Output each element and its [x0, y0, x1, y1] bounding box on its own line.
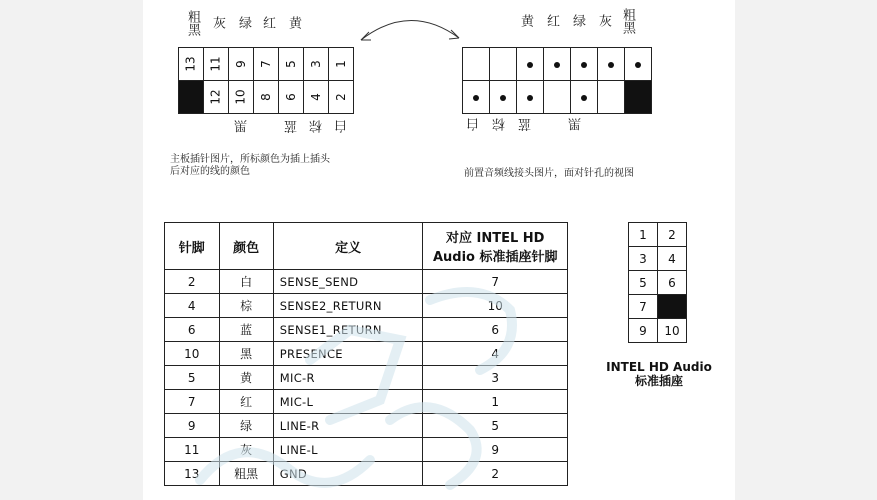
- cell-color: 蓝: [219, 318, 273, 342]
- table-row: [165, 270, 568, 294]
- cell-intel-pin: 10: [423, 294, 568, 318]
- pin-number: 12: [209, 89, 223, 105]
- pin-mapping-table: [164, 222, 568, 486]
- left-top-label: 黄: [286, 16, 301, 29]
- right-caption: 前置音频线接头图片，面对针孔的视图: [464, 168, 634, 179]
- header-intel-pin: 对应 INTEL HD Audio 标准插座针脚: [423, 223, 568, 270]
- table-row: [165, 390, 568, 414]
- cell-definition: MIC-L: [273, 390, 423, 414]
- pin-number: 10: [234, 89, 248, 105]
- cell-color: 绿: [219, 414, 273, 438]
- hole-pin: [598, 48, 625, 81]
- pin-cell: [279, 48, 304, 81]
- right-bottom-label: 黑: [569, 118, 584, 131]
- table-row: [165, 366, 568, 390]
- right-bottom-label: 白: [467, 118, 482, 131]
- pin-dot-icon: [581, 62, 587, 68]
- hole-empty: [598, 81, 625, 114]
- pin-cell: [254, 81, 279, 114]
- table-row: [165, 414, 568, 438]
- pin-cell: [229, 81, 254, 114]
- pin-number: 8: [258, 93, 273, 101]
- hole-empty: [463, 48, 490, 81]
- hole-empty: [544, 81, 571, 114]
- right-top-label: 灰: [596, 14, 611, 27]
- hole-row-bottom: [463, 81, 652, 114]
- pin-number: 5: [283, 60, 298, 68]
- pin-cell: [304, 81, 329, 114]
- socket-row: [629, 271, 687, 295]
- cell-pin: 11: [165, 438, 220, 462]
- cell-definition: SENSE1_RETURN: [273, 318, 423, 342]
- hole-pin: [571, 48, 598, 81]
- cell-pin: 4: [165, 294, 220, 318]
- socket-pin: 10: [658, 319, 687, 343]
- pin-dot-icon: [500, 95, 506, 101]
- pin-cell: [229, 48, 254, 81]
- left-bottom-label: 黑: [235, 120, 250, 133]
- pin-dot-icon: [527, 62, 533, 68]
- pin-dot-icon: [473, 95, 479, 101]
- hole-empty: [490, 48, 517, 81]
- right-top-label: 粗黑: [620, 8, 635, 34]
- intel-socket-caption-line2: 标准插座: [634, 374, 683, 388]
- left-top-label: 灰: [210, 16, 225, 29]
- table-header-row: [165, 223, 568, 270]
- cell-intel-pin: 6: [423, 318, 568, 342]
- cell-definition: LINE-R: [273, 414, 423, 438]
- table-row: [165, 342, 568, 366]
- header-pin: 针脚: [165, 223, 220, 270]
- pin-cell: [329, 48, 354, 81]
- cell-pin: 9: [165, 414, 220, 438]
- intel-socket-caption-line1: INTEL HD Audio: [606, 360, 712, 374]
- right-top-label: 红: [544, 14, 559, 27]
- socket-pin: 3: [629, 247, 658, 271]
- table-row: [165, 438, 568, 462]
- pin-dot-icon: [635, 62, 641, 68]
- socket-pin: 7: [629, 295, 658, 319]
- cell-definition: GND: [273, 462, 423, 486]
- socket-pin: 9: [629, 319, 658, 343]
- motherboard-pin-header: [178, 47, 354, 114]
- intel-hd-audio-socket: [628, 222, 687, 343]
- socket-row: [629, 295, 687, 319]
- left-top-label: 绿: [236, 16, 251, 29]
- front-audio-connector: [462, 47, 652, 114]
- hole-pin: [463, 81, 490, 114]
- cell-definition: PRESENCE: [273, 342, 423, 366]
- cell-intel-pin: 9: [423, 438, 568, 462]
- hole-pin: [571, 81, 598, 114]
- left-caption-line1: 主板插针图片，所标颜色为插上插头: [170, 154, 330, 165]
- pin-dot-icon: [527, 95, 533, 101]
- cell-color: 棕: [219, 294, 273, 318]
- table-row: [165, 462, 568, 486]
- cell-color: 黑: [219, 342, 273, 366]
- cell-color: 黄: [219, 366, 273, 390]
- pin-number: 6: [283, 93, 298, 101]
- cell-intel-pin: 7: [423, 270, 568, 294]
- socket-pin: 2: [658, 223, 687, 247]
- pin-dot-icon: [581, 95, 587, 101]
- hole-blocked: [625, 81, 652, 114]
- cell-definition: LINE-L: [273, 438, 423, 462]
- socket-pin: 4: [658, 247, 687, 271]
- right-bottom-label: 棕: [493, 118, 508, 131]
- pin-number: 3: [308, 60, 323, 68]
- left-caption: [170, 154, 330, 178]
- cell-color: 白: [219, 270, 273, 294]
- pin-cell: [279, 81, 304, 114]
- pin-number: 7: [258, 60, 273, 68]
- table-row: [165, 294, 568, 318]
- pin-cell: [254, 48, 279, 81]
- socket-row: [629, 247, 687, 271]
- right-top-label: 绿: [570, 14, 585, 27]
- double-arrow-icon: [355, 10, 465, 50]
- cell-definition: SENSE2_RETURN: [273, 294, 423, 318]
- header-definition: 定义: [273, 223, 423, 270]
- pin-cell: [304, 48, 329, 81]
- pin-number: 9: [233, 60, 248, 68]
- cell-color: 红: [219, 390, 273, 414]
- pin-cell: [329, 81, 354, 114]
- cell-intel-pin: 2: [423, 462, 568, 486]
- pin-number: 11: [209, 56, 223, 72]
- hole-pin: [625, 48, 652, 81]
- cell-color: 粗黑: [219, 462, 273, 486]
- pin-number: 1: [333, 60, 348, 68]
- pin-number: 2: [333, 93, 348, 101]
- hole-pin: [517, 81, 544, 114]
- cell-definition: MIC-R: [273, 366, 423, 390]
- cell-pin: 6: [165, 318, 220, 342]
- cell-intel-pin: 5: [423, 414, 568, 438]
- right-top-label: 黄: [518, 14, 533, 27]
- pin-cell: [179, 48, 204, 81]
- socket-row: [629, 319, 687, 343]
- pin-cell: [204, 48, 229, 81]
- hole-pin: [490, 81, 517, 114]
- table-row: [165, 318, 568, 342]
- hole-row-top: [463, 48, 652, 81]
- cell-pin: 13: [165, 462, 220, 486]
- left-bottom-label: 棕: [310, 120, 325, 133]
- cell-intel-pin: 4: [423, 342, 568, 366]
- cell-pin: 2: [165, 270, 220, 294]
- pin-cell-blocked: [179, 81, 204, 114]
- intel-socket-caption: [604, 360, 714, 388]
- left-top-label: 粗黑: [185, 10, 200, 36]
- pin-cell: [204, 81, 229, 114]
- cell-definition: SENSE_SEND: [273, 270, 423, 294]
- cell-intel-pin: 1: [423, 390, 568, 414]
- socket-pin: 1: [629, 223, 658, 247]
- socket-pin: 5: [629, 271, 658, 295]
- pin-row-bottom: [179, 81, 354, 114]
- socket-pin: 6: [658, 271, 687, 295]
- hole-pin: [517, 48, 544, 81]
- pin-number: 13: [184, 56, 198, 72]
- header-color: 颜色: [219, 223, 273, 270]
- left-caption-line2: 后对应的线的颜色: [170, 166, 250, 177]
- cell-color: 灰: [219, 438, 273, 462]
- socket-row: [629, 223, 687, 247]
- cell-pin: 10: [165, 342, 220, 366]
- cell-intel-pin: 3: [423, 366, 568, 390]
- right-bottom-label: 蓝: [519, 118, 534, 131]
- pin-dot-icon: [608, 62, 614, 68]
- socket-pin-blocked: [658, 295, 687, 319]
- hole-pin: [544, 48, 571, 81]
- left-bottom-label: 蓝: [285, 120, 300, 133]
- cell-pin: 7: [165, 390, 220, 414]
- left-bottom-label: 白: [335, 120, 350, 133]
- pin-dot-icon: [554, 62, 560, 68]
- pin-number: 4: [308, 93, 323, 101]
- pin-row-top: [179, 48, 354, 81]
- left-top-label: 红: [260, 16, 275, 29]
- cell-pin: 5: [165, 366, 220, 390]
